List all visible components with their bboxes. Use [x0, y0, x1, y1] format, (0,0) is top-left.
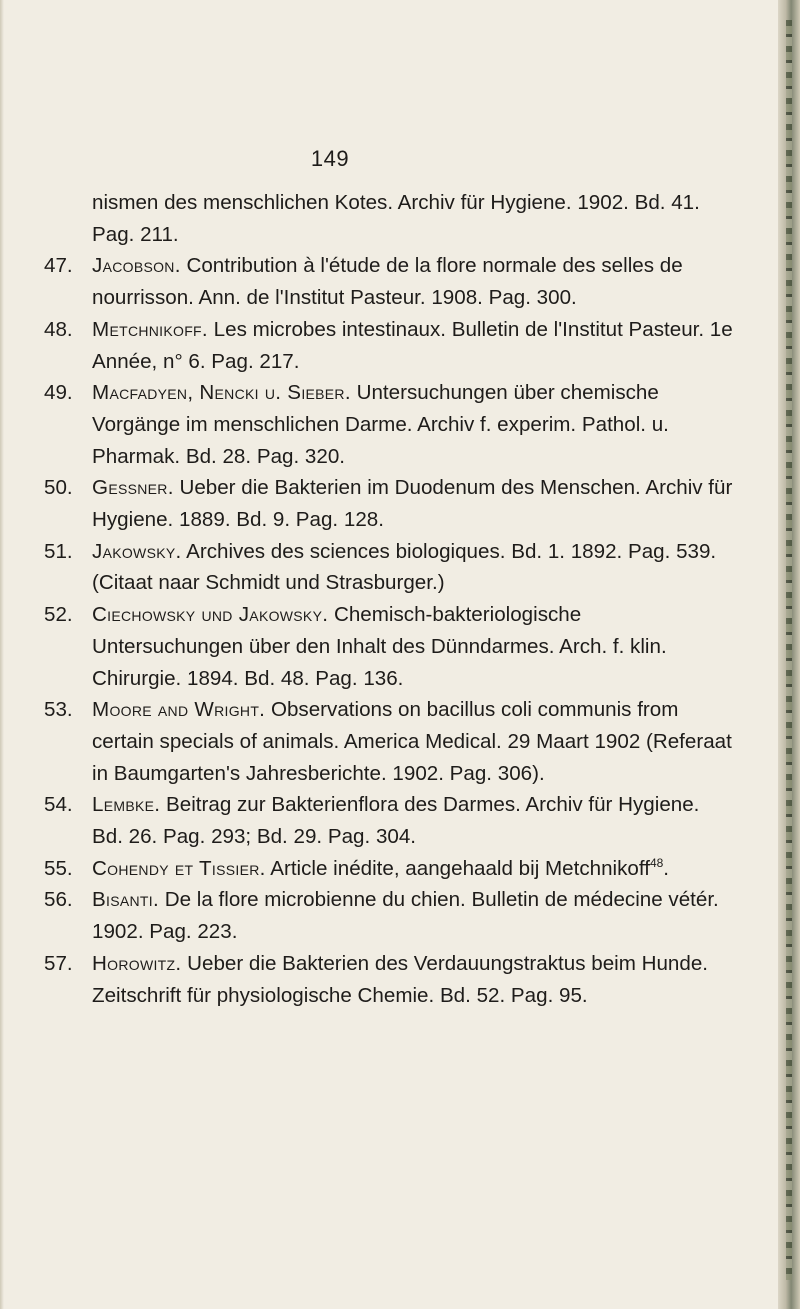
- reference-item: [44, 250, 734, 313]
- reference-item: [44, 377, 734, 472]
- reference-continuation: [44, 187, 734, 250]
- reference-number: 56.: [44, 888, 73, 912]
- reference-author: Bisanti.: [92, 888, 159, 912]
- reference-item: [44, 472, 734, 535]
- page-number: 149: [310, 146, 350, 171]
- reference-number: 51.: [44, 539, 73, 563]
- reference-number: 57.: [44, 951, 73, 975]
- reference-author: Moore and Wright.: [92, 698, 266, 722]
- reference-item: [44, 314, 734, 377]
- reference-text: Contribution à l'étude de la flore normale des selles de nourrisson. Ann. de l'Institut Pasteur. 1908. Pag. 300.: [92, 254, 683, 310]
- reference-number: 52.: [44, 603, 73, 627]
- reference-text: nismen des menschlichen Kotes. Archiv für Hygiene. 1902. Bd. 41. Pag. 211.: [92, 191, 700, 246]
- reference-author: Jakowsky.: [92, 539, 182, 563]
- reference-author: Ciechowsky und Jakowsky.: [92, 603, 329, 627]
- reference-text-tail: .: [663, 856, 670, 880]
- reference-number: 53.: [44, 698, 73, 722]
- reference-author: Gessner.: [92, 476, 174, 500]
- reference-item: [44, 789, 734, 852]
- reference-number: 48.: [44, 317, 73, 341]
- reference-author: Lembke.: [92, 793, 161, 817]
- reference-text: Article inédite, aangehaald bij Metchnikoff: [270, 856, 650, 880]
- reference-list: [44, 187, 734, 1011]
- reference-text: De la flore microbienne du chien. Bulletin de médecine vétér. 1902. Pag. 223.: [92, 888, 719, 944]
- reference-text: Archives des sciences biologiques. Bd. 1. 1892. Pag. 539. (Citaat naar Schmidt und Strasburger.): [92, 539, 717, 595]
- reference-number: 55.: [44, 856, 73, 880]
- reference-number: 50.: [44, 476, 73, 500]
- reference-author: Metchnikoff.: [92, 317, 208, 341]
- reference-text: Untersuchungen über chemische Vorgänge im menschlichen Darme. Archiv f. experim. Pathol. u. Pharmak. Bd. 28. Pag. 320.: [92, 381, 669, 468]
- reference-text: Chemisch-bakteriologische Untersuchungen über den Inhalt des Dünndarmes. Arch. f. klin. Chirurgie. 1894. Bd. 48. Pag. 136.: [92, 603, 667, 690]
- reference-item: [44, 884, 734, 947]
- reference-author: Macfadyen, Nencki u. Sieber.: [92, 381, 351, 405]
- reference-author: Cohendy et Tissier.: [92, 856, 266, 880]
- reference-text: Ueber die Bakterien im Duodenum des Menschen. Archiv für Hygiene. 1889. Bd. 9. Pag. 128.: [92, 476, 733, 532]
- reference-item: [44, 694, 734, 789]
- reference-number: 54.: [44, 793, 73, 817]
- reference-text: Ueber die Bakterien des Verdauungstraktus beim Hunde. Zeitschrift für physiologische Chemie. Bd. 52. Pag. 95.: [92, 951, 709, 1007]
- reference-item: [44, 599, 734, 694]
- reference-item: [44, 853, 734, 885]
- reference-item: [44, 948, 734, 1011]
- reference-number: 49.: [44, 381, 73, 405]
- reference-text: Les microbes intestinaux. Bulletin de l'Institut Pasteur. 1e Année, n° 6. Pag. 217.: [92, 317, 733, 373]
- reference-author: Jacobson.: [92, 254, 181, 278]
- reference-text: Observations on bacillus coli communis from certain specials of animals. America Medical. 29 Maart 1902 (Referaat in Baumgarten's Jahresberichte. 1902. Pag. 306).: [92, 698, 732, 785]
- reference-item: [44, 536, 734, 599]
- scan-binding-shadow: [786, 20, 792, 1280]
- footnote-superscript: 48: [649, 855, 664, 870]
- reference-text: Beitrag zur Bakterienflora des Darmes. Archiv für Hygiene. Bd. 26. Pag. 293; Bd. 29. Pag. 304.: [92, 793, 700, 849]
- reference-author: Horowitz.: [92, 951, 182, 975]
- reference-number: 47.: [44, 254, 73, 278]
- scan-left-edge: [0, 0, 4, 1309]
